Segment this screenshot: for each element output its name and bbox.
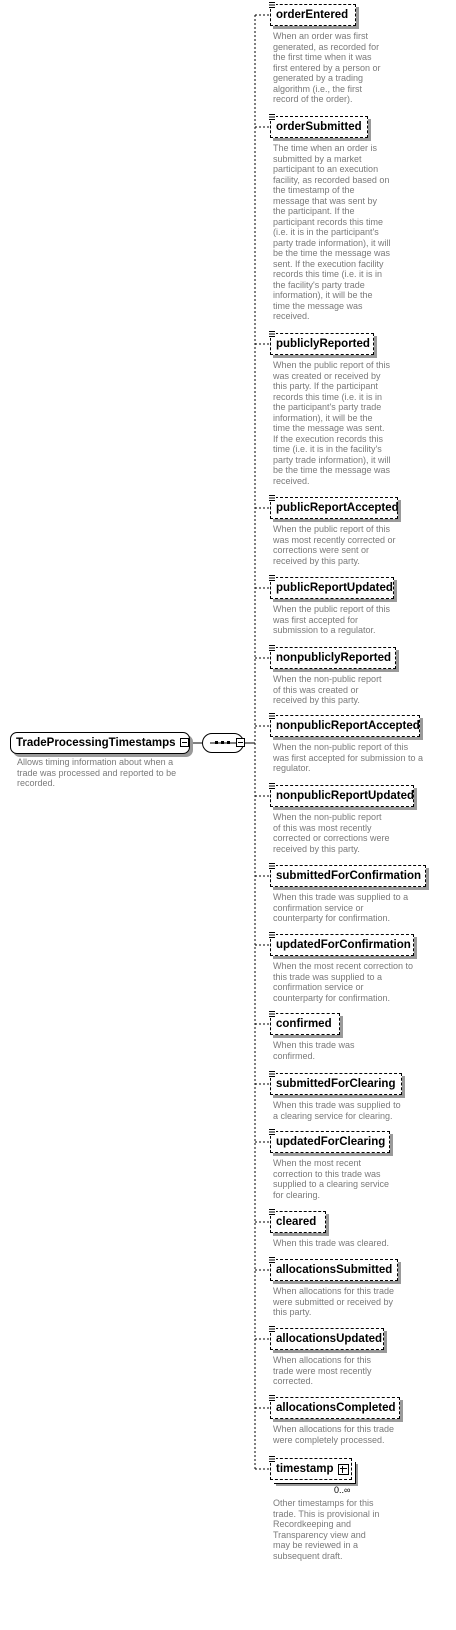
element-box-nonpublicly-reported[interactable] [270, 647, 396, 669]
element-name: submittedForConfirmation [276, 870, 422, 882]
element-name: orderEntered [276, 9, 349, 21]
element-name: nonpublicReportAccepted [276, 720, 420, 732]
element-type-icon [268, 712, 276, 720]
element-description: When this trade was supplied to a confirmation service or counterparty for confirmation. [273, 892, 409, 923]
element-box-public-report-accepted[interactable] [270, 497, 398, 519]
element-name: timestamp [276, 1463, 334, 1475]
element-description: When an order was first generated, as recorded for the first time when it was first entered by a person or generated by a trading algorithm (i.e., the first record of the order). [273, 31, 381, 104]
element-box-confirmed[interactable] [270, 1013, 340, 1035]
element-type-icon [268, 1010, 276, 1018]
element-type-icon [268, 1455, 276, 1463]
expand-icon[interactable] [338, 1464, 349, 1475]
cardinality-label: 0..∞ [334, 1485, 351, 1495]
element-box-nonpublic-report-accepted[interactable] [270, 715, 420, 737]
element-box-allocations-updated[interactable] [270, 1328, 384, 1350]
element-description: When the public report of this was first accepted for submission to a regulator. [273, 604, 391, 635]
element-description: When allocations for this trade were completely processed. [273, 1424, 395, 1445]
element-box-submitted-for-clearing[interactable] [270, 1073, 402, 1095]
element-name: nonpublicReportUpdated [276, 790, 414, 802]
element-type-icon [268, 574, 276, 582]
element-type-icon [268, 1128, 276, 1136]
element-description: Other timestamps for this trade. This is provisional in Recordkeeping and Transparency view and may be reviewed in a subsequent draft. [273, 1498, 380, 1561]
element-name: publicReportUpdated [276, 582, 393, 594]
element-description: When the public report of this was created or received by this party. If the participant records this time (i.e. it is in the participant's party trade information), it will be the time the message was sent. If the execution records this time (i.e. it is in the facility's party trade information), it will be the time the message was received. [273, 360, 391, 486]
root-element-box[interactable] [10, 732, 190, 754]
element-name: allocationsSubmitted [276, 1264, 393, 1276]
element-box-order-entered[interactable] [270, 4, 356, 26]
root-collapse-icon[interactable] [180, 738, 189, 747]
element-box-nonpublic-report-updated[interactable] [270, 785, 414, 807]
element-type-icon [268, 1208, 276, 1216]
element-description: When the public report of this was most recently corrected or corrections were sent or received by this party. [273, 524, 396, 566]
element-type-icon [268, 1394, 276, 1402]
element-box-updated-for-confirmation[interactable] [270, 934, 414, 956]
element-name: updatedForConfirmation [276, 939, 411, 951]
element-type-icon [268, 644, 276, 652]
element-box-allocations-completed[interactable] [270, 1397, 400, 1419]
element-description: When this trade was supplied to a clearing service for clearing. [273, 1100, 401, 1121]
element-description: When this trade was cleared. [273, 1238, 390, 1248]
element-type-icon [268, 1, 276, 9]
element-description: When allocations for this trade were most recently corrected. [273, 1355, 372, 1386]
element-name: updatedForClearing [276, 1136, 386, 1148]
element-box-updated-for-clearing[interactable] [270, 1131, 390, 1153]
sequence-collapse-icon[interactable] [236, 738, 245, 747]
element-type-icon [268, 494, 276, 502]
element-name: nonpubliclyReported [276, 652, 391, 664]
element-box-order-submitted[interactable] [270, 116, 368, 138]
element-description: When this trade was confirmed. [273, 1040, 355, 1061]
element-box-submitted-for-confirmation[interactable] [270, 865, 426, 887]
element-name: submittedForClearing [276, 1078, 396, 1090]
element-description: The time when an order is submitted by a market participant to an execution facility, as recorded based on the timestamp of the message that was sent by the participant. If the participant records this time (i.e. it is in the participant's party trade information), it will be the time the message was sent. If the execution facility records this time (i.e. it is in the facility's party trade information), it will be the time the message was received. [273, 143, 391, 321]
element-box-allocations-submitted[interactable] [270, 1259, 398, 1281]
element-type-icon [268, 1256, 276, 1264]
element-type-icon [268, 1070, 276, 1078]
element-name: allocationsUpdated [276, 1333, 383, 1345]
element-type-icon [268, 330, 276, 338]
element-description: When allocations for this trade were submitted or received by this party. [273, 1286, 395, 1317]
element-name: allocationsCompleted [276, 1402, 396, 1414]
element-type-icon [268, 782, 276, 790]
element-name: cleared [276, 1216, 317, 1228]
element-name: publicReportAccepted [276, 502, 399, 514]
element-type-icon [268, 113, 276, 121]
root-element-name: TradeProcessingTimestamps [16, 737, 176, 749]
element-type-icon [268, 862, 276, 870]
element-box-cleared[interactable] [270, 1211, 326, 1233]
element-description: When the most recent correction to this trade was supplied to a clearing service for clearing. [273, 1158, 390, 1200]
element-name: confirmed [276, 1018, 332, 1030]
element-name: publiclyReported [276, 338, 370, 350]
element-description: When the non-public report of this was created or received by this party. [273, 674, 382, 705]
element-type-icon [268, 1325, 276, 1333]
element-box-publicly-reported[interactable] [270, 333, 374, 355]
element-name: orderSubmitted [276, 121, 362, 133]
element-type-icon [268, 931, 276, 939]
root-description: Allows timing information about when a trade was processed and reported to be recorded. [17, 757, 177, 788]
element-box-public-report-updated[interactable] [270, 577, 394, 599]
element-description: When the most recent correction to this trade was supplied to a confirmation service or counterparty for confirmation. [273, 961, 414, 1003]
element-description: When the non-public report of this was first accepted for submission to a regulator. [273, 742, 424, 773]
element-description: When the non-public report of this was most recently corrected or corrections were received by this party. [273, 812, 390, 854]
